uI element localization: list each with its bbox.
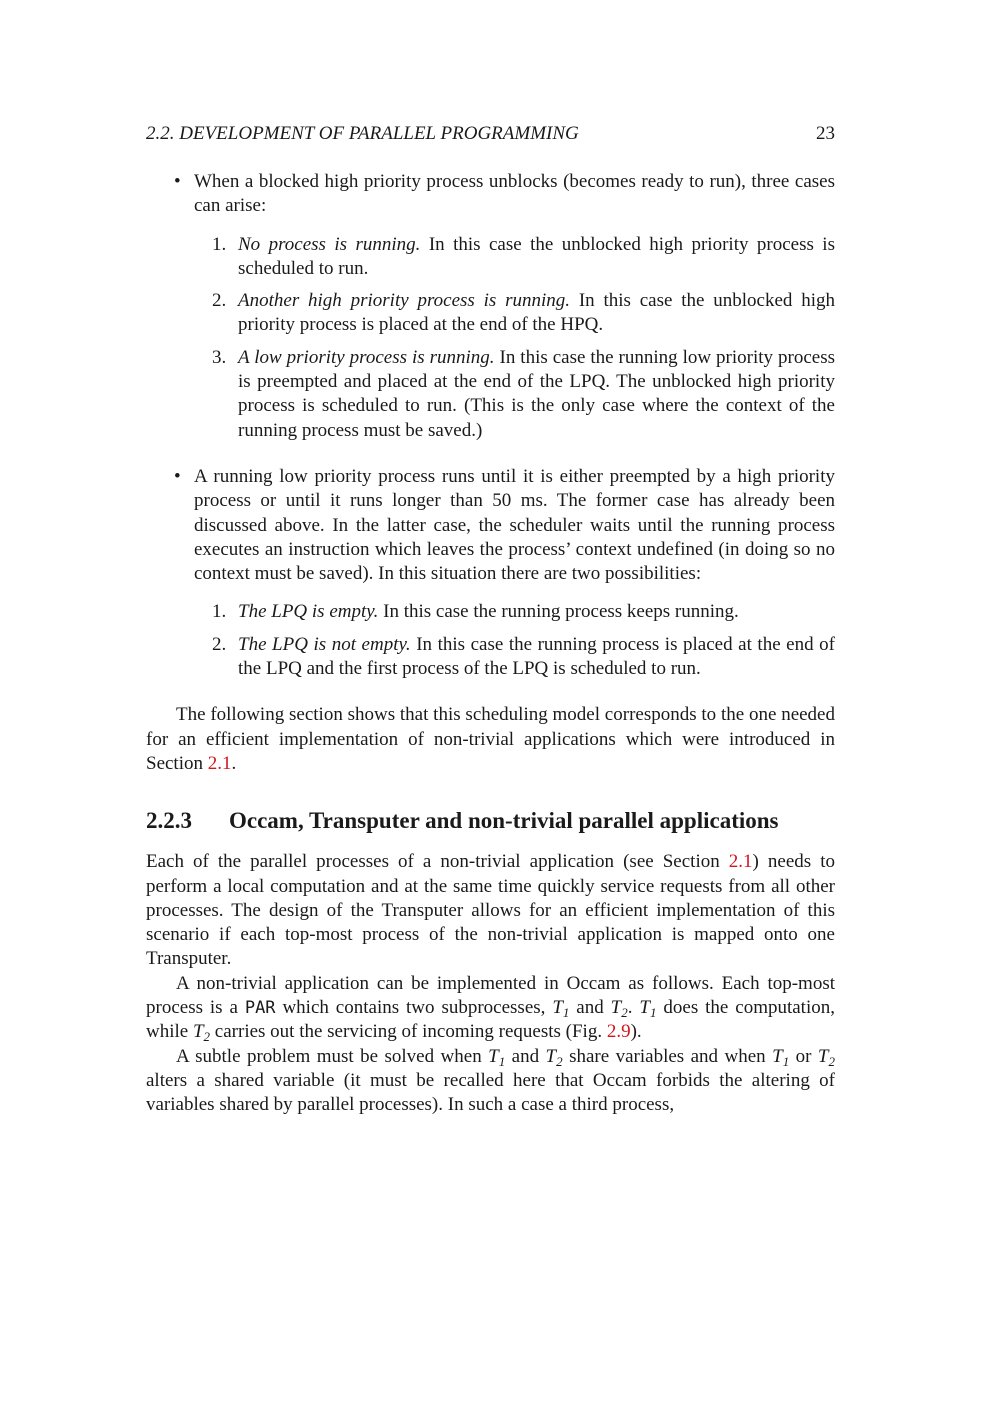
enum-text: In this case the unblocked high priority process is placed at the end of the HPQ. (238, 290, 835, 336)
var-t1: $T_1$ (552, 997, 570, 1021)
closing-paragraph (146, 703, 835, 776)
section-number: 2.2.3 (146, 808, 192, 834)
text-run: A non-trivial application can be implemented in Occam as follows. Each top-most process is a (146, 972, 835, 1019)
section-link[interactable]: 2.1 (207, 752, 232, 774)
text-run: carries out the servicing of incoming requests (Fig. (210, 1021, 607, 1043)
enum-number: 3. (212, 346, 227, 368)
enum-item (194, 346, 835, 443)
closing-text: The following section shows that this scheduling model corresponds to the one needed for an efficient implementation of non-trivial applications which were introduced in Section (146, 704, 835, 774)
text-run: which contains two subprocesses, (275, 997, 553, 1019)
enum-text: In this case the unblocked high priority process is scheduled to run. (238, 233, 835, 279)
section-title: Occam, Transputer and non-trivial parallel applications (229, 808, 779, 834)
text-run: . (627, 997, 640, 1019)
section-heading (146, 806, 835, 836)
text-run: and (505, 1045, 546, 1067)
var-t1: $T_1$ (772, 1045, 790, 1069)
var-t1: $T_1$ (639, 997, 657, 1021)
running-title: 2.2. DEVELOPMENT OF PARALLEL PROGRAMMING (146, 122, 579, 144)
text-run: does the computation, while (146, 997, 835, 1043)
section-link[interactable]: 2.1 (728, 851, 753, 873)
bullet-list (146, 170, 835, 681)
enum-lead: Another high priority process is running. (238, 290, 571, 312)
bullet-text: A running low priority process runs until it is either preempted by a high priority process or until it runs longer than 50 ms. The former case has already been discussed above. In the latter case, the scheduler waits until the running process executes an instruction which leaves the process’ context undefined (in doing so no context must be saved). In this situation there are two possibilities: (194, 465, 835, 585)
page-number: 23 (816, 122, 835, 144)
code-par: PAR (244, 998, 276, 1019)
bullet-item-blocked-unblocks (146, 170, 835, 443)
text-run: A subtle problem must be solved when (176, 1045, 489, 1067)
enum-lead: A low priority process is running. (238, 346, 495, 368)
text-run: Each of the parallel processes of a non-trivial application (see Section (146, 851, 729, 873)
enum-lead: No process is running. (238, 233, 421, 255)
bullet-icon: • (174, 171, 181, 192)
enum-text: In this case the running process keeps running. (378, 601, 739, 623)
text-run: or (789, 1045, 818, 1067)
page-content (146, 120, 835, 1118)
enum-item (194, 600, 835, 624)
enum-item (194, 289, 835, 338)
enum-lead: The LPQ is not empty. (238, 633, 411, 655)
enum-number: 2. (212, 633, 227, 655)
body-paragraph-3 (146, 1045, 835, 1118)
text-run: alters a shared variable (it must be recalled here that Occam forbids the altering of variables shared by parallel processes). In such a case a third process, (146, 1069, 835, 1116)
text-run: share variables and when (562, 1045, 773, 1067)
enum-number: 1. (212, 233, 227, 255)
var-t2: $T_2$ (610, 997, 628, 1021)
enum-number: 1. (212, 601, 227, 623)
enum-item (194, 233, 835, 282)
enum-list (194, 233, 835, 443)
enum-text: In this case the running low priority process is preempted and placed at the end of the LPQ. The unblocked high priority process is scheduled to run. (This is the only case where the context of the running process must be saved.) (238, 346, 835, 441)
enum-text: In this case the running process is placed at the end of the LPQ and the first process of the LPQ is scheduled to run. (238, 633, 835, 680)
bullet-icon: • (174, 465, 181, 487)
enum-lead: The LPQ is empty. (238, 601, 379, 623)
closing-end: . (231, 752, 237, 774)
var-t2: $T_2$ (545, 1045, 563, 1069)
enum-item (194, 633, 835, 682)
enum-number: 2. (212, 290, 227, 312)
text-run: ). (630, 1021, 642, 1043)
var-t1: $T_1$ (488, 1045, 506, 1069)
body-paragraph-1 (146, 850, 835, 971)
bullet-item-low-priority-runs (146, 465, 835, 681)
text-run: and (569, 997, 611, 1019)
body-paragraph-2 (146, 972, 835, 1045)
text-run: ) needs to perform a local computation and at the same time quickly service requests from all other processes. The design of the Transputer allows for an efficient implementation of this scenario if each top-most process of the non-trivial application is mapped onto one Transputer. (146, 851, 835, 970)
var-t2: $T_2$ (817, 1045, 835, 1069)
figure-link[interactable]: 2.9 (606, 1021, 631, 1043)
var-t2: $T_2$ (192, 1021, 211, 1045)
enum-list (194, 600, 835, 681)
bullet-text: When a blocked high priority process unblocks (becomes ready to run), three cases can arise: (194, 171, 835, 217)
running-header (146, 120, 835, 148)
